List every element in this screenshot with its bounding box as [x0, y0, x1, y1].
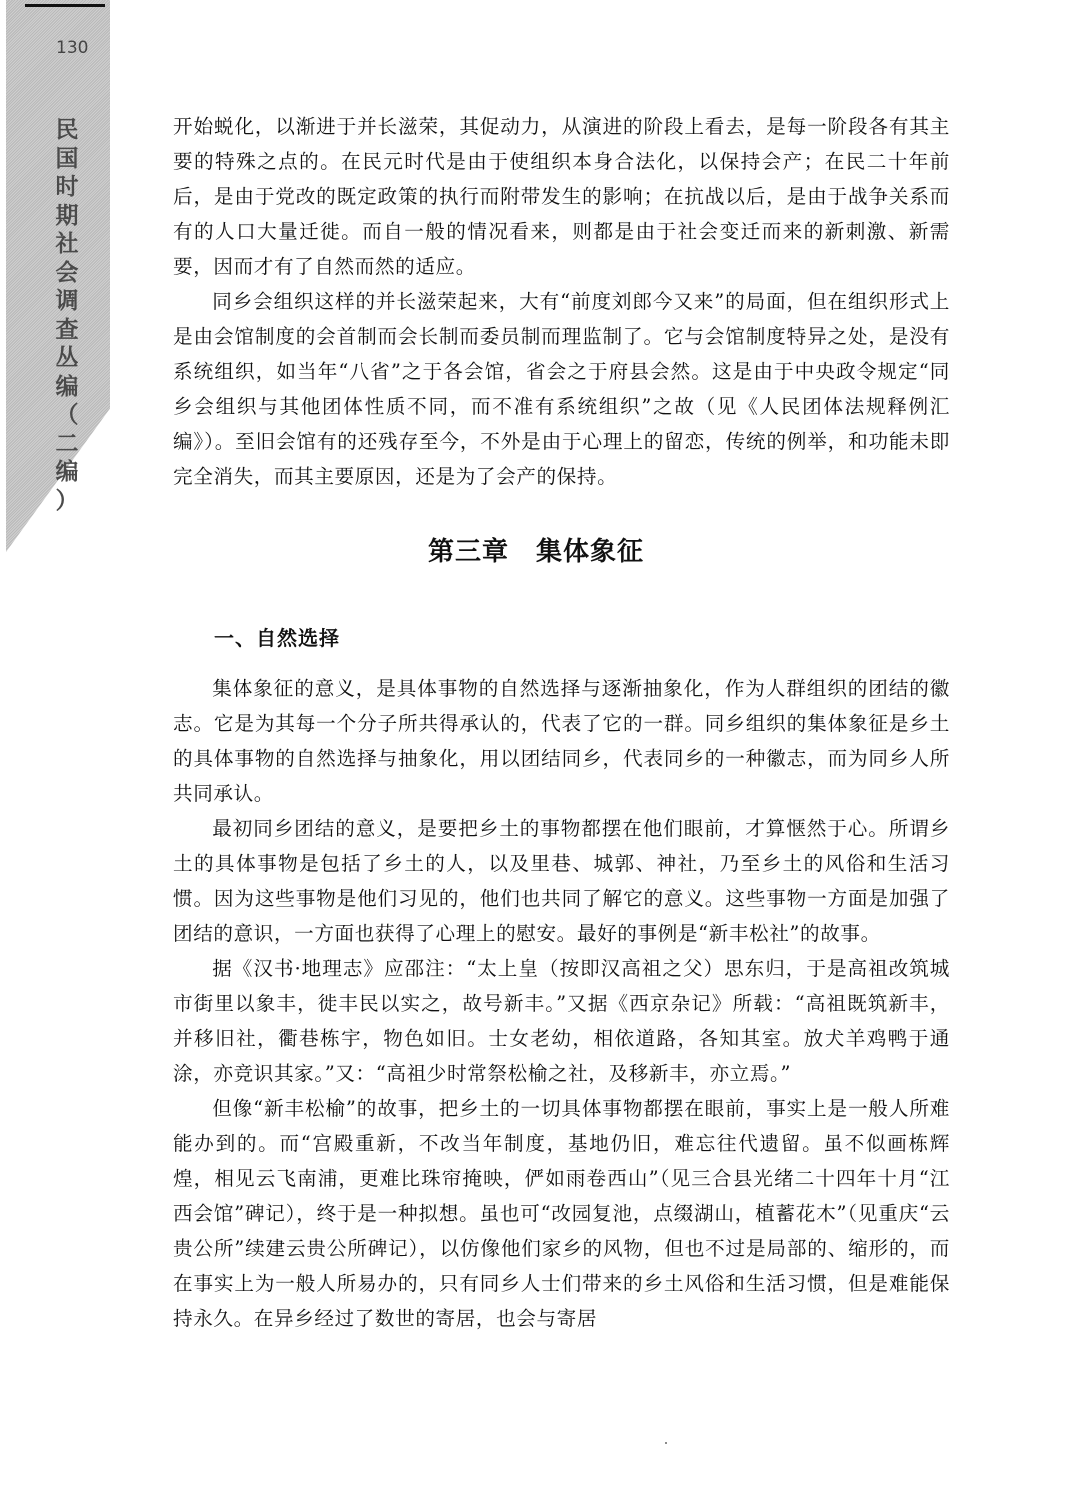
book-title-char: 时: [55, 174, 79, 200]
book-title-vertical: [50, 116, 84, 515]
book-title-char: 编: [55, 373, 79, 400]
body-paragraph: 据《汉书·地理志》应邵注：“太上皇（按即汉高祖之父）思东归，于是高祖改筑城市街里以象丰，徙丰民以实之，故号新丰。”又据《西京杂记》所载：“高祖既筑新丰，并移旧社，衢巷栋宇，物色如旧。士女老幼，相依道路，各知其室。放犬羊鸡鸭于通涂，亦竞识其家。”又：“高祖少时常祭松榆之社，及移新丰，亦立焉。”: [173, 957, 950, 1085]
chapter-heading: 第三章 集体象征: [427, 537, 644, 567]
header-rule: [25, 4, 105, 7]
body-paragraph: 但像“新丰松榆”的故事，把乡土的一切具体事物都摆在眼前，事实上是一般人所难能办到的。而“宫殿重新，不改当年制度，基地仍旧，难忘往代遗留。虽不似画栋辉煌，相见云飞南浦，更难比珠帘掩映，俨如雨卷西山”（见三合县光绪二十四年十月“江西会馆”碑记），终于是一种拟想。虽也可“改园复池，点缀湖山，植蓄花木”（见重庆“云贵公所”续建云贵公所碑记），以仿像他们家乡的风物，但也不过是局部的、缩形的，而在事实上为一般人所易办的，只有同乡人士们带来的乡土风俗和生活习惯，但是难能保持永久。在异乡经过了数世的寄居，也会与寄居: [173, 1097, 950, 1330]
body-paragraph: 开始蜕化，以渐进于并长滋荣，其促动力，从演进的阶段上看去，是每一阶段各有其主要的特殊之点的。在民元时代是由于使组织本身合法化，以保持会产；在民二十年前后，是由于党改的既定政策的执行而附带发生的影响；在抗战以后，是由于战争关系而有的人口大量迁徙。而自一般的情况看来，则都是由于社会变迁而来的新刺激、新需要，因而才有了自然而然的适应。: [173, 115, 950, 278]
paragraph-block: [173, 284, 950, 494]
section-body: [173, 671, 950, 1336]
book-title-char: ）: [55, 487, 79, 514]
body-paragraph: 同乡会组织这样的并长滋荣起来，大有“前度刘郎今又来”的局面，但在组织形式上是由会馆制度的会首制而会长制而委员制而理监制了。它与会馆制度特异之处，是没有系统组织，如当年“八省”之于各会馆，省会之于府县会然。这是由于中央政令规定“同乡会组织与其他团体性质不同，而不准有系统组织”之故（见《人民团体法规释例汇编》）。至旧会馆有的还残存至今，不外是由于心理上的留恋，传统的例举，和功能未即完全消失，而其主要原因，还是为了会产的保持。: [173, 290, 950, 488]
body-paragraph: 集体象征的意义，是具体事物的自然选择与逐渐抽象化，作为人群组织的团结的徽志。它是为其每一个分子所共得承认的，代表了它的一群。同乡组织的集体象征是乡土的具体事物的自然选择与抽象化，用以团结同乡，代表同乡的一种徽志，而为同乡人所共同承认。: [173, 677, 950, 805]
book-title-char: 会: [55, 259, 79, 286]
scan-speck: [665, 1442, 667, 1444]
book-title-char: 期: [55, 202, 79, 229]
book-title-char: 社: [55, 231, 79, 257]
book-title-char: 编: [55, 459, 79, 485]
section-heading: 一、自然选择: [214, 626, 340, 650]
book-title-char: 民: [55, 117, 79, 143]
page-number: 130: [56, 38, 89, 58]
book-title-char: （: [55, 402, 79, 428]
book-title-char: 调: [55, 288, 79, 314]
continued-paragraph: [173, 109, 950, 284]
body-paragraph: 最初同乡团结的意义，是要把乡土的事物都摆在他们眼前，才算惬然于心。所谓乡土的具体事物是包括了乡土的人，以及里巷、城郭、神社，乃至乡土的风俗和生活习惯。因为这些事物是他们习见的，他们也共同了解它的意义。这些事物一方面是加强了团结的意识，一方面也获得了心理上的慰安。最好的事例是“新丰松社”的故事。: [173, 817, 950, 945]
book-title-char: 国: [55, 145, 79, 172]
book-title-char: 丛: [55, 345, 79, 371]
book-title-char: 查: [55, 316, 79, 343]
book-title-char: 二: [55, 430, 79, 457]
